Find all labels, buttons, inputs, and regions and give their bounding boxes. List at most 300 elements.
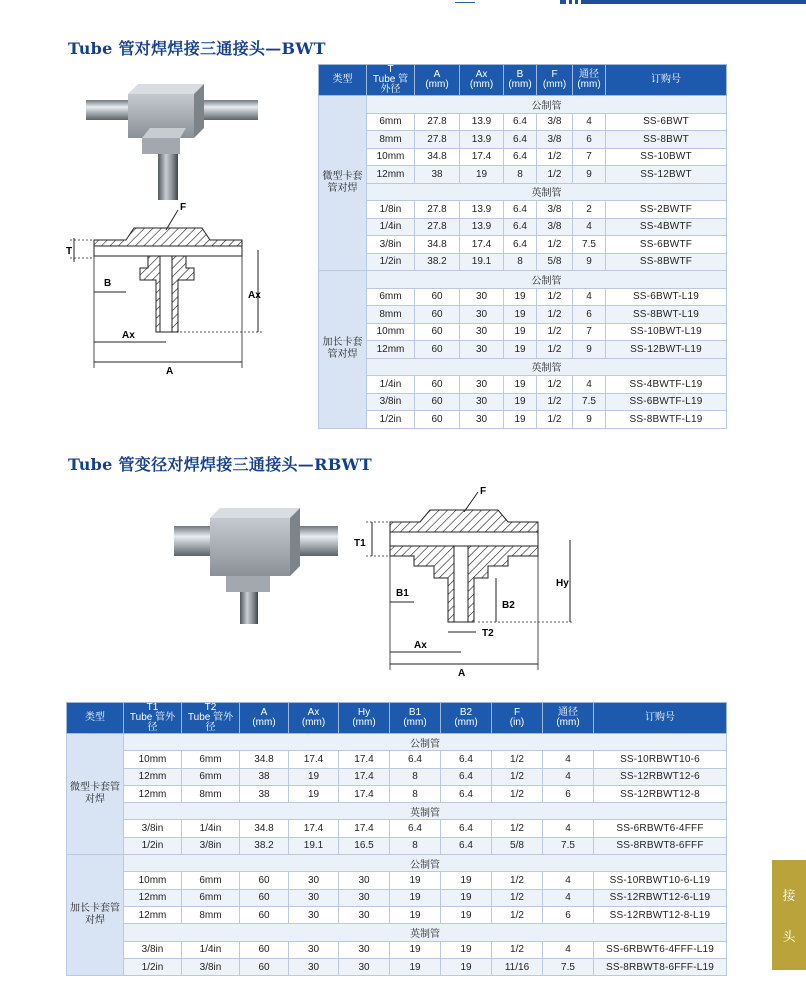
rbwt-value-cell: 60 (240, 872, 289, 889)
bwt-value-cell: 9 (573, 341, 606, 359)
bwt-value-cell: 60 (415, 393, 460, 411)
rbwt-value-cell: 6mm (182, 751, 240, 768)
side-category-tab[interactable] (772, 860, 806, 970)
rbwt-header-unit: (mm) (301, 717, 326, 728)
rbwt-value-cell: 4 (543, 751, 594, 768)
rbwt-header-unit: (mm) (454, 717, 478, 728)
rbwt-order-number: SS-12RBWT12-6-L19 (594, 889, 727, 906)
bwt-value-cell: 1/2 (537, 288, 573, 306)
bwt-header-label: B (516, 69, 524, 80)
bwt-category-cell: 微型卡套管对焊 (319, 96, 367, 271)
bwt-value-cell: 19 (504, 411, 537, 429)
rbwt-value-cell: 1/2 (492, 768, 543, 785)
rbwt-value-cell: 12mm (124, 785, 182, 802)
rbwt-section-label: 英制管 (124, 803, 727, 820)
rbwt-order-number: SS-12RBWT12-6 (594, 768, 727, 785)
rbwt-value-cell: 38 (240, 768, 289, 785)
rbwt-value-cell: 30 (339, 872, 390, 889)
rbwt-order-number: SS-8RBWT8-6FFF (594, 837, 727, 854)
rbwt-value-cell: 8 (390, 785, 441, 802)
rbwt-header-label: A (260, 707, 268, 718)
page-top-rule (0, 0, 806, 8)
bwt-header-label: 通径 (579, 69, 599, 80)
table-row (319, 341, 727, 359)
rbwt-value-cell: 6.4 (441, 751, 492, 768)
rbwt-value-cell: 16.5 (339, 837, 390, 854)
rbwt-header-cell (492, 703, 543, 734)
rbwt-order-number: SS-10RBWT10-6-L19 (594, 872, 727, 889)
bwt-value-cell: 19 (504, 288, 537, 306)
rbwt-label-hy: Hy (556, 578, 569, 589)
rbwt-value-cell: 1/2 (492, 941, 543, 958)
rbwt-header-cell (441, 703, 492, 734)
rbwt-value-cell: 19 (289, 768, 339, 785)
bwt-value-cell: 10mm (367, 323, 415, 341)
rbwt-header-unit: (in) (509, 717, 525, 728)
bwt-value-cell: 12mm (367, 341, 415, 359)
bwt-label-ax: Ax (122, 330, 135, 341)
bwt-header-unit: (mm) (577, 79, 601, 90)
rbwt-value-cell: 12mm (124, 768, 182, 785)
rbwt-value-cell: 19 (441, 872, 492, 889)
rbwt-section-row (67, 855, 727, 872)
table-row (67, 906, 727, 923)
rbwt-order-number: SS-12RBWT12-8 (594, 785, 727, 802)
table-row (319, 218, 727, 236)
bwt-value-cell: 17.4 (460, 148, 504, 166)
rbwt-value-cell: 6.4 (441, 785, 492, 802)
bwt-value-cell: 8 (504, 253, 537, 271)
bwt-header-unit: (mm) (469, 79, 494, 90)
bwt-value-cell: 1/2 (537, 306, 573, 324)
table-row (319, 323, 727, 341)
rbwt-table-body (67, 734, 727, 976)
rbwt-header-label: Hy (357, 707, 371, 718)
bwt-value-cell: 19 (504, 323, 537, 341)
rbwt-value-cell: 1/2 (492, 889, 543, 906)
rbwt-value-cell: 10mm (124, 872, 182, 889)
rbwt-value-cell: 1/2 (492, 785, 543, 802)
rbwt-value-cell: 6.4 (390, 751, 441, 768)
rbwt-value-cell: 4 (543, 889, 594, 906)
rbwt-header-unit: (mm) (352, 717, 376, 728)
rbwt-value-cell: 1/4in (182, 820, 240, 837)
bwt-value-cell: 60 (415, 376, 460, 394)
rbwt-value-cell: 30 (289, 941, 339, 958)
bwt-table-body (319, 96, 727, 429)
bwt-label-ax-vertical: Ax (248, 290, 261, 301)
bwt-header-cell (606, 65, 727, 96)
bwt-category-cell: 加长卡套管对焊 (319, 271, 367, 429)
rbwt-value-cell: 19 (289, 785, 339, 802)
rbwt-value-cell: 1/2in (124, 958, 182, 975)
rbwt-value-cell: 30 (289, 906, 339, 923)
bwt-header-label: F (551, 69, 558, 80)
rbwt-value-cell: 30 (339, 889, 390, 906)
rbwt-header-label: 通径 (558, 707, 578, 718)
side-tab-char-2: 头 (782, 930, 796, 945)
bwt-value-cell: 8mm (367, 306, 415, 324)
rbwt-label-f: F (480, 486, 487, 497)
bwt-section-row (319, 271, 727, 289)
bwt-value-cell: 7.5 (573, 393, 606, 411)
rbwt-value-cell: 1/2 (492, 872, 543, 889)
side-tab-char-1: 接 (782, 889, 796, 904)
rbwt-value-cell: 5/8 (492, 837, 543, 854)
bwt-spec-table (318, 64, 727, 429)
table-row (319, 393, 727, 411)
table-row (319, 376, 727, 394)
bwt-value-cell: 1/2 (537, 236, 573, 254)
rbwt-value-cell: 19 (441, 906, 492, 923)
rbwt-section-row (67, 924, 727, 941)
bwt-value-cell: 1/2 (537, 411, 573, 429)
rbwt-value-cell: 11/16 (492, 958, 543, 975)
rbwt-value-cell: 4 (543, 820, 594, 837)
bwt-value-cell: 8mm (367, 131, 415, 149)
bwt-header-unit: Tube 管外径 (372, 74, 409, 95)
rbwt-value-cell: 4 (543, 941, 594, 958)
bwt-3d-render (80, 72, 260, 202)
rbwt-header-cell (289, 703, 339, 734)
bwt-order-number: SS-4BWTF (606, 218, 727, 236)
rbwt-section-row (67, 803, 727, 820)
rbwt-value-cell: 38 (240, 785, 289, 802)
rbwt-value-cell: 17.4 (289, 820, 339, 837)
rbwt-header-label: T2 (204, 702, 217, 713)
bwt-header-unit: (mm) (425, 79, 449, 90)
rbwt-label-t1: T1 (354, 538, 366, 549)
bwt-order-number: SS-6BWTF-L19 (606, 393, 727, 411)
bwt-value-cell: 13.9 (460, 113, 504, 131)
rbwt-value-cell: 19 (441, 941, 492, 958)
rbwt-header-cell (594, 703, 727, 734)
rbwt-label-t2: T2 (482, 628, 494, 639)
bwt-header-cell (319, 65, 367, 96)
bwt-value-cell: 27.8 (415, 113, 460, 131)
bwt-label-f: F (180, 202, 187, 213)
bwt-value-cell: 30 (460, 341, 504, 359)
bwt-header-unit: (mm) (542, 79, 567, 90)
bwt-value-cell: 6mm (367, 113, 415, 131)
bwt-order-number: SS-8BWTF-L19 (606, 411, 727, 429)
bwt-value-cell: 10mm (367, 148, 415, 166)
rbwt-value-cell: 17.4 (339, 785, 390, 802)
bwt-order-number: SS-6BWT-L19 (606, 288, 727, 306)
bwt-value-cell: 27.8 (415, 201, 460, 219)
rbwt-value-cell: 30 (339, 941, 390, 958)
rbwt-value-cell: 30 (289, 872, 339, 889)
bwt-section-row (319, 96, 727, 114)
rbwt-section-label: 英制管 (124, 924, 727, 941)
bwt-value-cell: 2 (573, 201, 606, 219)
bwt-section-label: 公制管 (367, 96, 727, 114)
rbwt-order-number: SS-8RBWT8-6FFF-L19 (594, 958, 727, 975)
bwt-value-cell: 17.4 (460, 236, 504, 254)
rbwt-value-cell: 60 (240, 889, 289, 906)
bwt-value-cell: 3/8 (537, 218, 573, 236)
rbwt-label-b2: B2 (502, 600, 515, 611)
rbwt-value-cell: 19.1 (289, 837, 339, 854)
bwt-value-cell: 1/2in (367, 411, 415, 429)
table-row (319, 131, 727, 149)
rbwt-value-cell: 19 (390, 889, 441, 906)
bwt-order-number: SS-2BWTF (606, 201, 727, 219)
rbwt-header-label: 订购号 (645, 712, 675, 723)
rbwt-header-unit: (mm) (252, 717, 276, 728)
rbwt-value-cell: 34.8 (240, 820, 289, 837)
bwt-value-cell: 34.8 (415, 148, 460, 166)
rbwt-value-cell: 19 (441, 889, 492, 906)
bwt-header-cell (504, 65, 537, 96)
rbwt-category-cell: 加长卡套管对焊 (67, 855, 124, 976)
bwt-title: Tube 管对焊焊接三通接头—BWT (68, 39, 326, 58)
bwt-value-cell: 30 (460, 288, 504, 306)
rbwt-header-label: Ax (307, 707, 320, 718)
rbwt-value-cell: 1/2in (124, 837, 182, 854)
bwt-order-number: SS-8BWT-L19 (606, 306, 727, 324)
bwt-value-cell: 1/4in (367, 376, 415, 394)
bwt-value-cell: 4 (573, 113, 606, 131)
bwt-value-cell: 30 (460, 411, 504, 429)
bwt-value-cell: 60 (415, 288, 460, 306)
rbwt-value-cell: 1/2 (492, 906, 543, 923)
bwt-value-cell: 30 (460, 393, 504, 411)
bwt-value-cell: 60 (415, 306, 460, 324)
bwt-value-cell: 38.2 (415, 253, 460, 271)
bwt-header-cell (460, 65, 504, 96)
bwt-value-cell: 1/2 (537, 341, 573, 359)
rbwt-value-cell: 60 (240, 958, 289, 975)
rbwt-header-unit: Tube 管外径 (129, 712, 176, 733)
table-row (67, 941, 727, 958)
header-stripe-bar (560, 0, 806, 4)
bwt-header-label: Ax (475, 69, 488, 80)
rbwt-value-cell: 30 (339, 958, 390, 975)
bwt-value-cell: 12mm (367, 166, 415, 184)
table-row (67, 820, 727, 837)
bwt-value-cell: 4 (573, 376, 606, 394)
rbwt-header-cell (182, 703, 240, 734)
rbwt-value-cell: 17.4 (339, 768, 390, 785)
table-row (67, 872, 727, 889)
rbwt-value-cell: 10mm (124, 751, 182, 768)
bwt-value-cell: 8 (504, 166, 537, 184)
table-row (67, 768, 727, 785)
rbwt-value-cell: 19 (390, 958, 441, 975)
rbwt-value-cell: 6mm (182, 889, 240, 906)
rbwt-value-cell: 3/8in (182, 837, 240, 854)
rbwt-value-cell: 8mm (182, 906, 240, 923)
bwt-label-b: B (104, 278, 112, 289)
rbwt-value-cell: 30 (289, 958, 339, 975)
rbwt-value-cell: 38.2 (240, 837, 289, 854)
bwt-value-cell: 9 (573, 253, 606, 271)
bwt-value-cell: 7 (573, 323, 606, 341)
bwt-value-cell: 9 (573, 411, 606, 429)
table-row (319, 288, 727, 306)
bwt-value-cell: 19 (504, 393, 537, 411)
table-row (67, 889, 727, 906)
table-row (319, 411, 727, 429)
rbwt-header-unit: (mm) (403, 717, 427, 728)
rbwt-section-row (67, 734, 727, 751)
rbwt-value-cell: 1/2 (492, 751, 543, 768)
bwt-value-cell: 30 (460, 323, 504, 341)
bwt-order-number: SS-6BWTF (606, 236, 727, 254)
rbwt-value-cell: 1/2 (492, 820, 543, 837)
bwt-order-number: SS-8BWTF (606, 253, 727, 271)
rbwt-category-cell: 微型卡套管对焊 (67, 734, 124, 855)
rbwt-value-cell: 6.4 (441, 768, 492, 785)
bwt-order-number: SS-10BWT-L19 (606, 323, 727, 341)
rbwt-spec-table (66, 702, 727, 976)
rbwt-value-cell: 7.5 (543, 837, 594, 854)
bwt-header-label: A (433, 69, 441, 80)
rbwt-value-cell: 6.4 (390, 820, 441, 837)
table-row (67, 751, 727, 768)
bwt-value-cell: 1/2 (537, 323, 573, 341)
bwt-value-cell: 1/8in (367, 201, 415, 219)
rbwt-label-b1: B1 (396, 588, 409, 599)
rbwt-value-cell: 17.4 (339, 820, 390, 837)
bwt-value-cell: 7.5 (573, 236, 606, 254)
rbwt-3d-render (170, 500, 340, 625)
bwt-order-number: SS-10BWT (606, 148, 727, 166)
bwt-value-cell: 6.4 (504, 201, 537, 219)
bwt-value-cell: 3/8 (537, 201, 573, 219)
bwt-value-cell: 6.4 (504, 218, 537, 236)
table-row (319, 113, 727, 131)
table-row (319, 236, 727, 254)
rbwt-value-cell: 12mm (124, 906, 182, 923)
rbwt-value-cell: 4 (543, 872, 594, 889)
bwt-value-cell: 4 (573, 218, 606, 236)
rbwt-header-cell (390, 703, 441, 734)
bwt-value-cell: 1/4in (367, 218, 415, 236)
rbwt-value-cell: 3/8in (124, 941, 182, 958)
bwt-value-cell: 13.9 (460, 218, 504, 236)
bwt-value-cell: 27.8 (415, 218, 460, 236)
bwt-section-label: 英制管 (367, 358, 727, 376)
table-row (319, 306, 727, 324)
bwt-value-cell: 60 (415, 411, 460, 429)
bwt-value-cell: 19 (504, 306, 537, 324)
rbwt-order-number: SS-10RBWT10-6 (594, 751, 727, 768)
rbwt-header-label: B2 (459, 707, 473, 718)
rbwt-value-cell: 12mm (124, 889, 182, 906)
rbwt-title: Tube 管变径对焊焊接三通接头—RBWT (68, 455, 373, 474)
header-left-mark (455, 0, 475, 3)
rbwt-value-cell: 30 (289, 889, 339, 906)
bwt-order-number: SS-8BWT (606, 131, 727, 149)
bwt-value-cell: 5/8 (537, 253, 573, 271)
rbwt-value-cell: 7.5 (543, 958, 594, 975)
rbwt-value-cell: 4 (543, 768, 594, 785)
rbwt-value-cell: 1/4in (182, 941, 240, 958)
bwt-header-cell (415, 65, 460, 96)
bwt-header-unit: (mm) (508, 79, 532, 90)
rbwt-value-cell: 3/8in (182, 958, 240, 975)
rbwt-order-number: SS-6RBWT6-4FFF-L19 (594, 941, 727, 958)
rbwt-cross-section (348, 482, 588, 682)
rbwt-value-cell: 19 (390, 872, 441, 889)
bwt-header-cell (367, 65, 415, 96)
bwt-value-cell: 60 (415, 341, 460, 359)
bwt-section-label: 英制管 (367, 183, 727, 201)
table-row (319, 253, 727, 271)
rbwt-order-number: SS-6RBWT6-4FFF (594, 820, 727, 837)
bwt-value-cell: 6 (573, 306, 606, 324)
rbwt-value-cell: 17.4 (339, 751, 390, 768)
rbwt-value-cell: 3/8in (124, 820, 182, 837)
bwt-value-cell: 30 (460, 376, 504, 394)
bwt-value-cell: 19 (460, 166, 504, 184)
rbwt-value-cell: 30 (339, 906, 390, 923)
bwt-order-number: SS-12BWT (606, 166, 727, 184)
bwt-value-cell: 3/8in (367, 236, 415, 254)
rbwt-value-cell: 34.8 (240, 751, 289, 768)
bwt-value-cell: 1/2 (537, 376, 573, 394)
rbwt-header-row (67, 703, 727, 734)
bwt-cross-section (62, 200, 282, 380)
rbwt-value-cell: 6mm (182, 768, 240, 785)
rbwt-header-cell (67, 703, 124, 734)
rbwt-header-cell (543, 703, 594, 734)
bwt-value-cell: 1/2 (537, 148, 573, 166)
bwt-value-cell: 3/8in (367, 393, 415, 411)
bwt-value-cell: 9 (573, 166, 606, 184)
bwt-value-cell: 60 (415, 323, 460, 341)
bwt-value-cell: 6 (573, 131, 606, 149)
table-row (319, 148, 727, 166)
bwt-value-cell: 6.4 (504, 236, 537, 254)
rbwt-header-unit: (mm) (556, 717, 580, 728)
bwt-value-cell: 19.1 (460, 253, 504, 271)
bwt-value-cell: 7 (573, 148, 606, 166)
bwt-header-cell (573, 65, 606, 96)
bwt-value-cell: 3/8 (537, 113, 573, 131)
bwt-value-cell: 3/8 (537, 131, 573, 149)
bwt-value-cell: 6mm (367, 288, 415, 306)
rbwt-value-cell: 17.4 (289, 751, 339, 768)
rbwt-value-cell: 6.4 (441, 837, 492, 854)
bwt-value-cell: 13.9 (460, 131, 504, 149)
rbwt-header-label: T1 (146, 702, 159, 713)
rbwt-value-cell: 19 (441, 958, 492, 975)
rbwt-label-ax: Ax (414, 640, 427, 651)
rbwt-value-cell: 60 (240, 906, 289, 923)
bwt-value-cell: 1/2 (537, 393, 573, 411)
bwt-section-row (319, 358, 727, 376)
rbwt-value-cell: 19 (390, 941, 441, 958)
table-row (67, 958, 727, 975)
bwt-value-cell: 19 (504, 341, 537, 359)
rbwt-header-cell (240, 703, 289, 734)
bwt-header-row (319, 65, 727, 96)
rbwt-section-label: 公制管 (124, 734, 727, 751)
rbwt-header-label: 类型 (85, 712, 105, 723)
bwt-value-cell: 13.9 (460, 201, 504, 219)
rbwt-header-cell (124, 703, 182, 734)
rbwt-value-cell: 6mm (182, 872, 240, 889)
bwt-header-cell (537, 65, 573, 96)
bwt-order-number: SS-6BWT (606, 113, 727, 131)
rbwt-value-cell: 6 (543, 906, 594, 923)
bwt-header-label: 类型 (332, 74, 353, 85)
table-row (319, 201, 727, 219)
bwt-value-cell: 1/2in (367, 253, 415, 271)
